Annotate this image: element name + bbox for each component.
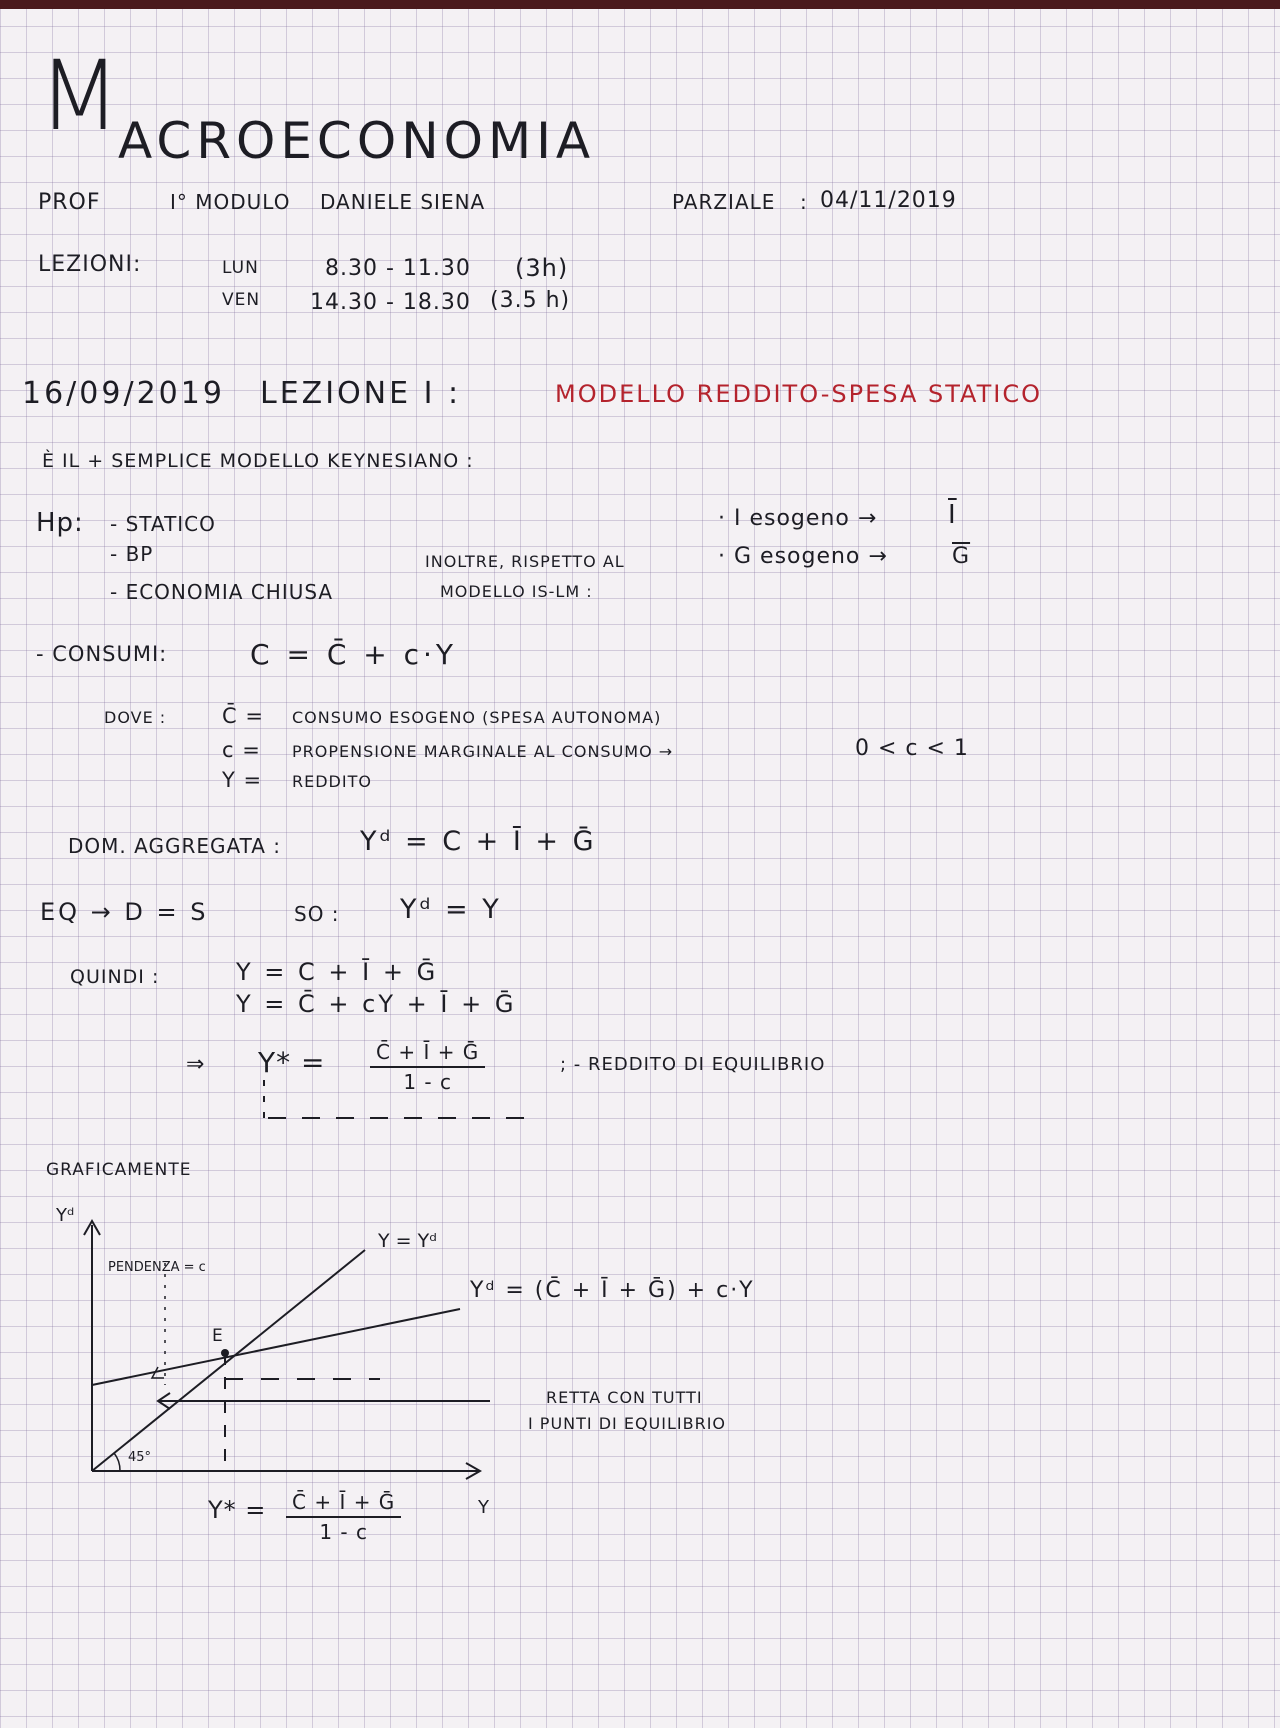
intro-text: È IL + SEMPLICE MODELLO KEYNESIANO : bbox=[42, 450, 474, 472]
equilibrium-so: SO : bbox=[294, 902, 340, 926]
exogenous-g: · G esogeno → bbox=[718, 544, 888, 569]
schedule-day-2: VEN bbox=[222, 290, 261, 310]
income-expenditure-graph bbox=[40, 1195, 800, 1575]
def-sym-3: Y = bbox=[222, 768, 263, 792]
where-label: DOVE : bbox=[104, 708, 167, 727]
def-constraint: 0 < c < 1 bbox=[855, 736, 969, 761]
point-label: E bbox=[212, 1326, 223, 1346]
page-title: ACROECONOMIA bbox=[118, 112, 596, 170]
retta-label-1: RETTA CON TUTTI bbox=[546, 1388, 703, 1407]
equilibrium-label: EQ → D = S bbox=[40, 898, 209, 926]
demand-equation-label: Yᵈ = (C̄ + Ī + Ḡ) + c·Y bbox=[470, 1278, 755, 1303]
lesson-title: MODELLO REDDITO-SPESA STATICO bbox=[555, 380, 1042, 408]
exogenous-g-symbol: $\overline{G}$ bbox=[952, 544, 971, 569]
def-text-1: CONSUMO ESOGENO (SPESA AUTONOMA) bbox=[292, 708, 662, 727]
retta-label-2: I PUNTI DI EQUILIBRIO bbox=[528, 1414, 727, 1433]
hp-item-2: - BP bbox=[110, 542, 154, 566]
x-axis-label: Y bbox=[478, 1497, 489, 1518]
lesson-label: LEZIONE I : bbox=[260, 376, 462, 411]
derivation-line-1: Y = C + Ī + Ḡ bbox=[236, 958, 439, 986]
derivation-line-2: Y = C̄ + cY + Ī + Ḡ bbox=[236, 990, 517, 1018]
partial-colon: : bbox=[800, 190, 808, 214]
line45-label: Y = Yᵈ bbox=[378, 1230, 437, 1252]
exogenous-i-symbol: $\overline{I}$ bbox=[948, 500, 957, 530]
derivation-arrow: ⇒ bbox=[186, 1052, 206, 1077]
def-sym-1: C̄ = bbox=[222, 704, 264, 728]
schedule-duration-1: (3h) bbox=[515, 254, 569, 282]
derivation-note: ; - REDDITO DI EQUILIBRIO bbox=[560, 1054, 826, 1075]
lesson-date: 16/09/2019 bbox=[22, 376, 225, 411]
partial-label: PARZIALE bbox=[672, 190, 776, 214]
partial-date: 04/11/2019 bbox=[820, 188, 957, 213]
graph-ystar: Y* = bbox=[208, 1496, 267, 1524]
def-sym-2: c = bbox=[222, 738, 261, 762]
hp-note-2: MODELLO IS-LM : bbox=[440, 582, 593, 601]
fraction-numerator: C̄ + Ī + Ḡ bbox=[370, 1040, 485, 1068]
demand-formula: Yᵈ = C + Ī + Ḡ bbox=[360, 826, 597, 857]
professor-name: DANIELE SIENA bbox=[320, 190, 486, 214]
angle-arc-icon bbox=[114, 1453, 120, 1471]
y-axis-label: Yᵈ bbox=[56, 1205, 75, 1226]
schedule-time-2: 14.30 - 18.30 bbox=[310, 290, 471, 315]
graph-heading: GRAFICAMENTE bbox=[46, 1160, 192, 1180]
equilibrium-formula: Yᵈ = Y bbox=[400, 894, 502, 925]
consumption-formula: C = C̄ + c·Y bbox=[250, 638, 458, 671]
module-label: I° MODULO bbox=[170, 190, 291, 214]
hp-label: Hp: bbox=[36, 508, 84, 538]
schedule-time-1: 8.30 - 11.30 bbox=[325, 256, 471, 281]
derivation-ystar: Y* = bbox=[258, 1046, 326, 1079]
hp-item-1: - STATICO bbox=[110, 512, 216, 536]
consumption-label: - CONSUMI: bbox=[36, 642, 168, 666]
def-text-3: REDDITO bbox=[292, 772, 372, 791]
angle-label: 45° bbox=[128, 1450, 152, 1465]
line-45 bbox=[92, 1250, 365, 1471]
graph-fraction-numerator: C̄ + Ī + Ḡ bbox=[286, 1490, 401, 1518]
schedule-day-1: LUN bbox=[222, 258, 259, 278]
hp-item-3: - ECONOMIA CHIUSA bbox=[110, 580, 334, 604]
exogenous-i: · I esogeno → bbox=[718, 506, 878, 531]
schedule-duration-2: (3.5 h) bbox=[490, 288, 571, 313]
demand-line bbox=[92, 1309, 460, 1385]
demand-label: DOM. AGGREGATA : bbox=[68, 834, 282, 858]
fraction-denominator: 1 - c bbox=[403, 1070, 452, 1094]
slope-label: PENDENZA = c bbox=[108, 1260, 206, 1275]
prof-label: PROF bbox=[38, 190, 101, 215]
graph-fraction bbox=[286, 1490, 401, 1544]
derivation-label: QUINDI : bbox=[70, 966, 160, 988]
def-text-2: PROPENSIONE MARGINALE AL CONSUMO → bbox=[292, 742, 674, 761]
title-initial: M bbox=[38, 40, 121, 152]
graph-fraction-denominator: 1 - c bbox=[319, 1520, 368, 1544]
hp-note-1: INOLTRE, RISPETTO AL bbox=[425, 552, 625, 571]
lessons-label: LEZIONI: bbox=[38, 252, 142, 277]
